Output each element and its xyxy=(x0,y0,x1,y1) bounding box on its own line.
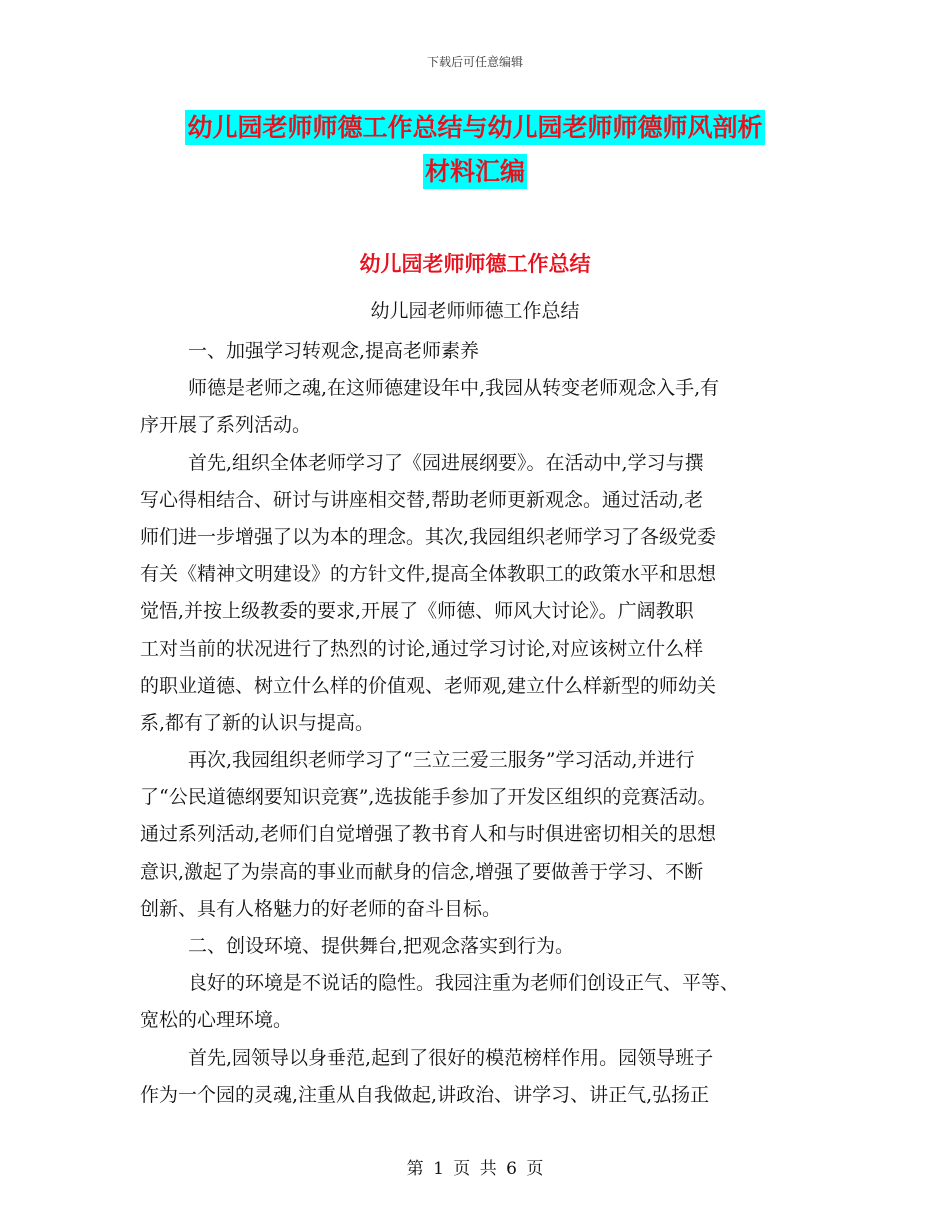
sub-title: 幼儿园老师师德工作总结 xyxy=(370,300,580,322)
paragraph-line: 师德是老师之魂,在这师德建设年中,我园从转变老师观念入手,有 xyxy=(188,377,720,400)
paragraph-line: 有关《精神文明建设》的方针文件,提高全体教职工的政策水平和思想 xyxy=(140,563,717,586)
paragraph-line: 首先,园领导以身垂范,起到了很好的模范榜样作用。园领导班子 xyxy=(188,1046,714,1069)
paragraph-line: 觉悟,并按上级教委的要求,开展了《师德、师风大讨论》。广阔教职 xyxy=(140,600,694,623)
paragraph-line: 意识,激起了为崇高的事业而献身的信念,增强了要做善于学习、不断 xyxy=(140,860,704,883)
paragraph-line: 工对当前的状况进行了热烈的讨论,通过学习讨论,对应该树立什么样 xyxy=(140,637,704,660)
paragraph-line: 的职业道德、树立什么样的价值观、老师观,建立什么样新型的师幼关 xyxy=(140,674,717,697)
header-note: 下载后可任意编辑 xyxy=(426,55,523,69)
title-line-2: 材料汇编 xyxy=(423,154,527,189)
paragraph-line: 创新、具有人格魅力的好老师的奋斗目标。 xyxy=(140,897,502,920)
document-title xyxy=(0,106,950,194)
section-title: 幼儿园老师师德工作总结 xyxy=(359,252,591,276)
heading-2: 二、创设环境、提供舞台,把观念落实到行为。 xyxy=(188,935,575,957)
paragraph-line: 再次,我园组织老师学习了“三立三爱三服务”学习活动,并进行 xyxy=(188,749,695,772)
paragraph-line: 写心得相结合、研讨与讲座相交替,帮助老师更新观念。通过活动,老 xyxy=(140,488,704,511)
paragraph-line: 师们进一步增强了以为本的理念。其次,我园组织老师学习了各级党委 xyxy=(140,525,717,548)
paragraph-line: 通过系列活动,老师们自觉增强了教书育人和与时俱进密切相关的思想 xyxy=(140,823,717,846)
paragraph-line: 作为一个园的灵魂,注重从自我做起,讲政治、讲学习、讲正气,弘扬正 xyxy=(140,1083,710,1106)
paragraph-line: 了“公民道德纲要知识竞赛”,选拔能手参加了开发区组织的竞赛活动。 xyxy=(140,786,717,809)
heading-1: 一、加强学习转观念,提高老师素养 xyxy=(188,340,480,362)
paragraph-line: 宽松的心理环境。 xyxy=(140,1009,293,1032)
body-text xyxy=(140,333,820,1114)
paragraph-line: 首先,组织全体老师学习了《园进展纲要》。在活动中,学习与撰 xyxy=(188,451,704,474)
paragraph-line: 系,都有了新的认识与提高。 xyxy=(140,711,375,734)
page-footer: 第 1 页 共 6 页 xyxy=(406,1159,544,1179)
paragraph-line: 序开展了系列活动。 xyxy=(140,414,312,437)
paragraph-line: 良好的环境是不说话的隐性。我园注重为老师们创设正气、平等、 xyxy=(188,972,740,995)
title-line-1: 幼儿园老师师德工作总结与幼儿园老师师德师风剖析 xyxy=(185,110,764,145)
